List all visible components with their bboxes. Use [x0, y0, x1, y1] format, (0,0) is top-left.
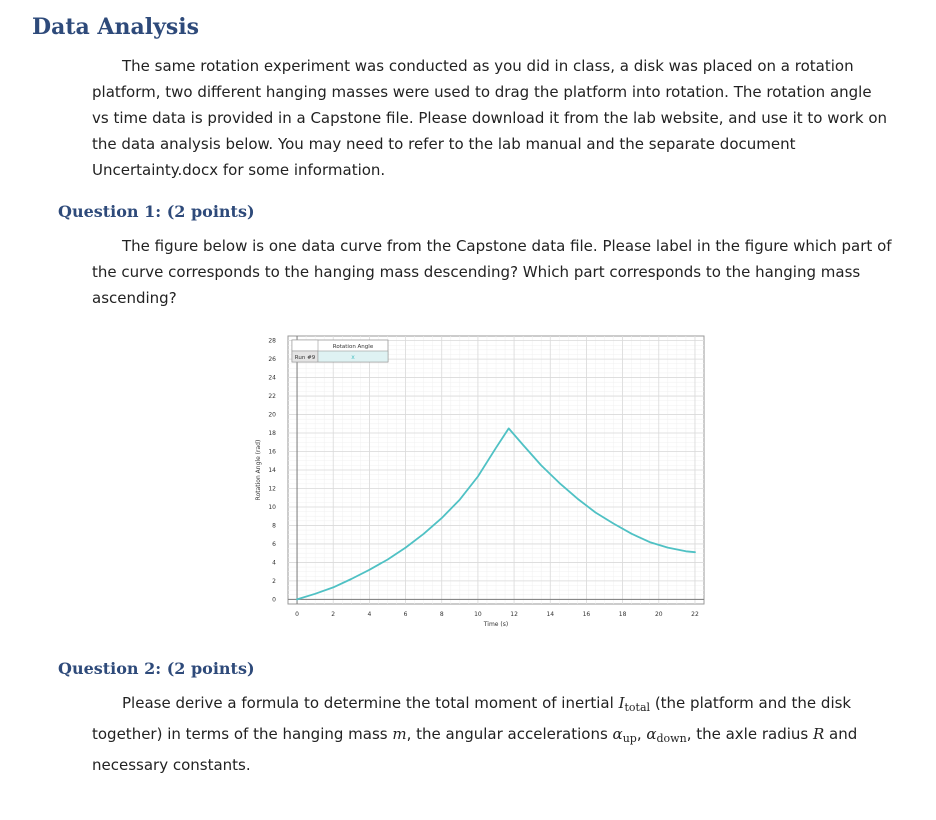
- y-tick-label: 28: [268, 337, 276, 345]
- x-tick-label: 12: [510, 611, 518, 618]
- y-tick-label: 14: [268, 467, 276, 474]
- symbol-alpha-down: α: [646, 725, 657, 743]
- q2-text-part: , the axle radius: [686, 725, 813, 743]
- subscript-total: total: [624, 701, 651, 714]
- y-axis-label: Rotation Angle (rad): [255, 439, 262, 501]
- x-axis-label: Time (s): [483, 621, 509, 628]
- q2-text-part: Please derive a formula to determine the total moment of inertial: [122, 694, 619, 712]
- rotation-angle-chart: [250, 328, 710, 638]
- q2-text-part: and necessary constants.: [92, 725, 858, 774]
- symbol-I: I: [618, 694, 625, 712]
- y-tick-label: 24: [268, 374, 276, 382]
- intro-paragraph: The same rotation experiment was conducted as you did in class, a disk was placed on a rotation platform, two different hanging masses were used to drag the platform into rotation. The rotation angle vs time data is provided in a Capstone file. Please download it from the lab website, and use it to work on the data analysis below. You may need to refer to the lab manual and the separate document Uncertainty.docx for some information.: [92, 57, 888, 179]
- q2-text-part: , the angular accelerations: [406, 725, 613, 743]
- y-tick-label: 6: [272, 540, 276, 548]
- x-tick-label: 18: [618, 611, 627, 618]
- y-tick-label: 10: [268, 503, 276, 511]
- x-tick-label: 16: [582, 611, 591, 618]
- legend-marker: x: [351, 354, 355, 361]
- legend-run-label: Run #9: [294, 355, 316, 361]
- legend-header: Rotation Angle: [332, 344, 374, 350]
- y-tick-label: 12: [268, 485, 276, 493]
- subscript-up: up: [622, 732, 637, 745]
- question-2-text: [92, 690, 892, 778]
- x-tick-label: 2: [331, 611, 336, 618]
- chart-svg: [250, 328, 710, 638]
- x-tick-label: 20: [654, 611, 663, 618]
- y-tick-label: 22: [268, 393, 276, 401]
- question-1-text: The figure below is one data curve from the Capstone data file. Please label in the figure which part of the curve corresponds to the hanging mass descending? Which part corresponds to the hanging mass ascending?: [92, 237, 892, 307]
- x-tick-label: 8: [439, 611, 444, 618]
- y-tick-label: 18: [268, 430, 276, 438]
- y-tick-label: 0: [272, 596, 276, 604]
- x-tick-label: 10: [474, 611, 482, 618]
- x-tick-label: 4: [367, 611, 372, 618]
- question-2-heading: Question 2: (2 points): [58, 659, 255, 678]
- x-tick-label: 0: [295, 611, 299, 618]
- legend-corner-cell: [292, 340, 318, 351]
- subscript-down: down: [656, 732, 687, 745]
- page-title: Data Analysis: [32, 14, 199, 40]
- symbol-m: m: [392, 725, 407, 743]
- q2-text-part: ,: [636, 725, 647, 743]
- y-tick-label: 8: [272, 522, 276, 530]
- y-tick-label: 20: [268, 411, 276, 419]
- question-1-heading: Question 1: (2 points): [58, 202, 255, 221]
- symbol-R: R: [812, 725, 825, 743]
- q2-text-part: (the platform and the disk together) in terms of the hanging mass: [92, 694, 852, 743]
- symbol-alpha-up: α: [612, 725, 623, 743]
- y-tick-label: 26: [268, 356, 276, 364]
- x-tick-label: 14: [546, 611, 555, 618]
- y-tick-label: 4: [272, 559, 276, 567]
- y-tick-label: 16: [268, 448, 276, 456]
- x-tick-label: 22: [691, 611, 699, 618]
- x-tick-label: 6: [403, 611, 408, 618]
- y-tick-label: 2: [272, 577, 276, 585]
